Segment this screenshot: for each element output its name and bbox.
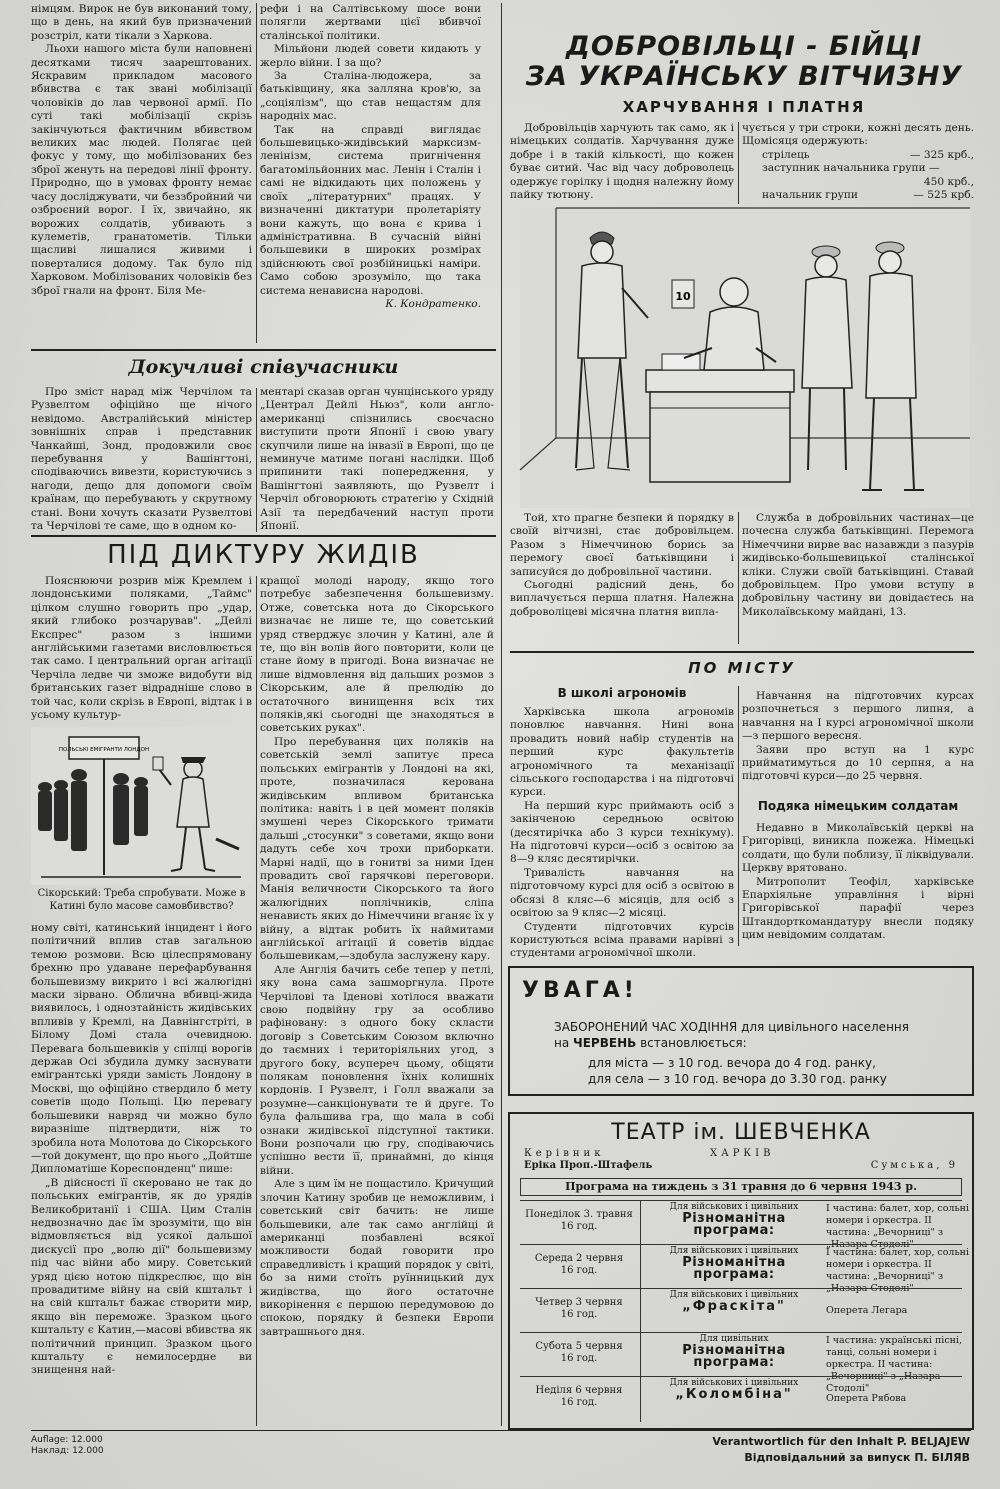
program-row xyxy=(520,1288,962,1333)
paragraph: чується у три строки, кожні десять день. Щомісяця одержують: xyxy=(742,122,974,148)
companions-col2 xyxy=(260,386,494,532)
pay-amount: 450 крб., xyxy=(923,175,974,188)
row-time: 16 год. xyxy=(560,1265,598,1276)
section-divider xyxy=(510,651,974,653)
notice-city-line: для міста — з 10 год. вечора до 4 год. ранку, xyxy=(588,1056,876,1070)
paragraph: Сьогодні радісний день, бо виплачується перша платня. Належна доброволіцеві місячна платня випла- xyxy=(510,579,734,618)
companions-col1 xyxy=(31,386,252,532)
footer-vidpovidalnyi: Відповідальний за випуск П. БІЛЯВ xyxy=(744,1451,970,1464)
paragraph: Добровільців харчують так само, як і німецьких солдатів. Харчування дуже добре і в такій кількості, що кожен буває ситий. Час від часу доброволець одержує горілку і щодня належну йому пайку тютюну. xyxy=(510,122,734,202)
agronomy-col1 xyxy=(510,706,734,960)
row-day: Четвер 3 червня xyxy=(535,1297,623,1308)
row-show: „Коломбіна" xyxy=(675,1387,793,1402)
row-details: І частина: балет, хор, сольні номери і оркестра. II частина: „Вечорниці" з „Назара Стодолі" xyxy=(826,1203,969,1250)
notice-line2 xyxy=(554,1036,747,1050)
director-name: Еріка Проп.-Штафель xyxy=(524,1160,653,1171)
top-article-col1 xyxy=(31,3,252,345)
notice-post: встановлюється: xyxy=(640,1036,747,1050)
subhead-agronomy: В школі агрономів xyxy=(557,686,687,700)
dictate-col2 xyxy=(260,575,494,1427)
row-time: 16 год. xyxy=(560,1309,598,1320)
paragraph: Заяви про вступ на 1 курс прийматимуться до 10 серпня, а на підготовчі курси—до 25 червня. xyxy=(742,743,974,783)
paragraph: Тривалість навчання на підготовчому курсі для осіб з освітою в обсязі 8 кляс—6 місяців, для осіб з освітою за 9 кляс—2 місяці. xyxy=(510,866,734,920)
paragraph: Пояснюючи розрив між Кремлем і лондонськими поляками, „Таймс" цілком слушно говорить про „удар, який глибоко розчарував". „Дейлі Експрес" разом з іншими англійськими газетами висловлюється так само. І центральний орган агітації Черчіла ледве чи зможе видобути від британських газет відрадніше слово в той час, коли скрізь в Европі, відтак і в усьому культур- xyxy=(31,575,252,722)
theatre-title: ТЕАТР ім. ШЕВЧЕНКА xyxy=(611,1120,871,1145)
paragraph: Льохи нашого міста були наповнені десятками тисяч заарештованих. Яскравим прикладом масового вбивства є так звані мобілізації чоловіків до лав червоної армії. По суті такі мобілізації скрізь закінчуються фактичним вбивством великих мас людей. Полягає цей фокус у тому, що мобілізованих без зброї женуть на передові лінії фронту. Природно, що в умовах фронту немає часу досліджувати, чи беззбройний чи озброєний ворог. І їх, звичайно, як ворожих солдатів, убивають з кулеметів, гранатометів. Тільки щасливі лишалися живими і поверталися додому. Так було під Харковом. Мобілізованих чоловіків без зброї гнали на фронт. Біля Ме- xyxy=(31,43,252,297)
column-rule xyxy=(501,3,502,1426)
volunteers-bottom-col1 xyxy=(510,512,734,644)
subhead-thanks: Подяка німецьким солдатам xyxy=(757,799,959,813)
pay-amount: — 525 крб. xyxy=(913,189,974,202)
paragraph: Але Англія бачить себе тепер у петлі, яку вона сама зашморгнула. Проте Черчілові та Іденові хотілося вважати свою подвійну гру за особливо рафіновану: з одного боку скласти договір з Советським Союзом включно до таємних і територіяльних угод, з другого боку, всупереч цьому, обіцяти полякам поновлення їхніх колишніх кордонів. І Рузвелт, і Голл вважали за розумне—санкціонувати те й друге. То була фальшива гра, що мала в собі ознаки жидівської підступної тактики. Вони розпочали цю гру, сподіваючись успішно вести її, принаймні, до кінця війни. xyxy=(260,963,494,1177)
row-time: 16 год. xyxy=(560,1397,598,1408)
paragraph: ментарі сказав орган чунцінського уряду „Централ Дейлі Ньюз", коли англо-американці спізнились своєчасно виступити проти Японії і свою увагу скупчили лише на інвазії в Европі, що це неминуче матиме погані наслідки. Щоб припинити такі попередження, у Вашінгтоні заявляють, що Рузвелт і Черчіл обговорюють стратегію у Східній Азії та передбачений наступ проти Японії. xyxy=(260,386,494,533)
section-divider xyxy=(31,535,496,537)
paragraph: кращої молоді народу, якщо того потребує забезпечення большевизму. Отже, советська нота до Сікорського визначає не лише те, що советський уряд стверджує злочин у Катині, але й те, що він волів його повторити, коли це стане йому в пригоді. Вона визначає не лише відмовлення від дальших розмов з Сікорським, але й прелюдію до остаточного винищення всіх тих поляків,які сьогодні ще знаходяться в советських руках". xyxy=(260,575,494,735)
row-day: Середа 2 червня xyxy=(534,1253,624,1264)
row-day: Неділя 6 червня xyxy=(535,1385,623,1396)
column-rule xyxy=(738,122,739,204)
row-audience: Для військових і цивільних xyxy=(669,1290,799,1300)
row-details: І частина: балет, хор, сольні номери і оркестра. II частина: „Вечорниці" з „Назара Стодолі" xyxy=(826,1247,969,1294)
row-audience: Для військових і цивільних xyxy=(669,1378,799,1388)
column-rule xyxy=(256,3,257,343)
caption-text: Сікорський: Треба спробувати. Може в Катині було масове самовбивство? xyxy=(37,888,246,912)
paragraph: німцям. Вирок не був виконаний тому, що в день, на який був призначений розстріл, кати тікали з Харкова. xyxy=(31,3,252,42)
pay-row xyxy=(742,189,974,202)
paragraph: Студенти підготовчих курсів користуються всіма правами нарівні з студентами агрономічної школи. xyxy=(510,920,734,960)
column-rule xyxy=(738,512,739,644)
paragraph: Харківська школа агрономів поновлює навчання. Нині вона провадить новий набір студентів на перший курс факультетів агрономічного та механізації сільського господарства і на підготовчі курси. xyxy=(510,706,734,799)
paragraph: ному світі, катинський інцидент і його політичний вплив став загальною темою розмови. Всю цілеспрямовану брехню про удаване перефарбування большевизму викрито і всі жалюгідні маски зірвано. Облична вбивці-жида виявилось, і однозтайність жидівських впливів у Кремлі, на Давнінгстріті, в Білому Домі стала очевидною. Перевага большевиків у спілці ворогів держав Осі збудила думку заснувати емігрантські уряди замість Лондону в Москві, що офіційно ствердило б мету советів щодо Польщі. Цю перевагу большевики навряд чи можно було виразніше підтвердити, ніж то зробила нота Молотова до Сікорського—той документ, що про нього „Дойтше Дипломатіше Кореспонденц" пише: xyxy=(31,922,252,1176)
paragraph: Про перебування цих поляків на советській землі запитує преса польських емігрантів у Лондоні на які, проте, позначилася керована жидівським впливом британська політика: навіть і в цей момент поляків змушені через Сікорського тримати дальші „стосунки" з советами, якщо вони дадуть себе хоч трохи приборкати. Марні надії, що в гонитві за ними Іден провадить свої гарячкові переговори. Манія величности Сікорського та його жалюгідних поплічників, сліпа ненависть яких до Німеччини вганяє їх у війну, а відтак робить їх наймитами англійської агітації й советів віддає большевикам,—здобула заслужену кару. xyxy=(260,735,495,963)
headline-city: ПО МІСТУ xyxy=(688,659,796,677)
program-row xyxy=(520,1244,969,1294)
volunteers-bottom-col2 xyxy=(742,512,974,644)
thanks-col2 xyxy=(742,822,974,946)
row-audience: Для військових і цивільних xyxy=(669,1246,799,1256)
row-time: 16 год. xyxy=(560,1353,598,1364)
row-details: І частина: українські пісні, танці, сольні номери і оркестра. II частина: „Вечорниці" з „Назара Стодолі" xyxy=(826,1335,963,1394)
paragraph: Про зміст нарад між Черчілом та Рузвелтом офіційно ще нічого невідомо. Австралійський міністер зовнішніх справ і представник Чанкайші, Зонд, продовжили своє перебування у Вашінгтоні, сподіваючись вивезти, користуючись з нагоди, дещо для допомоги своїм країнам, що перебувають у скрутному стані. Вони хочуть сказати Рузвелтові та Черчілові те саме, що в одном ко- xyxy=(31,386,252,533)
notice-line1: ЗАБОРОНЕНИЙ ЧАС ХОДІННЯ для цивільного населення xyxy=(554,1020,909,1034)
row-details: Оперета Рябова xyxy=(826,1393,907,1404)
notice-village-line: для села — з 10 год. вечора до 3.30 год. ранку xyxy=(588,1072,887,1086)
row-time: 16 год. xyxy=(560,1221,598,1232)
footer-rule xyxy=(31,1430,971,1431)
program-table xyxy=(520,1200,969,1422)
payday-illustration xyxy=(520,208,970,508)
section-divider xyxy=(31,349,496,351)
paragraph: Мільйони людей совети кидають у жерло війни. І за що? xyxy=(260,43,481,69)
row-audience: Для цивільних xyxy=(699,1334,769,1344)
agronomy-col2 xyxy=(742,690,974,794)
program-title: Програма на тиждень з 31 травня до 6 червня 1943 р. xyxy=(520,1178,962,1196)
row-show: Різноманітна програма: xyxy=(682,1343,786,1370)
row-show: Різноманітна програма: xyxy=(682,1211,786,1238)
paragraph: Той, хто прагне безпеки й порядку в своїй вітчизні, стає добровільцем. Разом з Німеччиною борись за перемогу своєї батьківщини і записуйся до добровільної частини. xyxy=(510,512,734,578)
cartoon-caption xyxy=(31,888,252,918)
row-day: Понеділок 3. травня xyxy=(525,1209,633,1220)
column-rule xyxy=(256,388,257,532)
theatre-city: ХАРКІВ xyxy=(710,1148,775,1159)
dictate-col1-top xyxy=(31,575,252,723)
subhead-food-pay: ХАРЧУВАННЯ І ПЛАТНЯ xyxy=(622,98,866,116)
cartoon-sign: ПОЛЬСЬКІ ЕМІГРАНТИ ЛОНДОН xyxy=(58,747,150,753)
pay-row xyxy=(742,149,974,162)
theatre-street: Сумська, 9 xyxy=(870,1160,958,1171)
pay-role: начальник групи xyxy=(762,189,858,202)
headline-companions: Докучливі співучасники xyxy=(128,356,399,378)
paragraph: Митрополит Теофіл, харківське Епархіяльне управління і вірні Григорівської парафії через Штандорткомандатуру внесли подяку цим невідомим солдатам. xyxy=(742,875,974,942)
program-row xyxy=(520,1200,969,1250)
calendar-number: 10 xyxy=(675,290,691,303)
headline-volunteers xyxy=(510,32,978,92)
paragraph: Але з цим їм не пощастило. Кричущий злочин Катину зробив це неможливим, і советський світ бачить: не лише большевики, але так само англійці й американці позбавлені всякої можливости бодай говорити про справедливість і кращий порядок у світі, бо за ними стоїть руїнницький дух жидівства, що його остаточне викорінення є першою передумовою до спокою, порядку й безпеки Европи завтрашнього дня. xyxy=(260,1178,494,1338)
column-rule xyxy=(738,686,739,946)
sikorski-cartoon xyxy=(31,727,252,885)
paragraph: Недавно в Миколаївській церкві на Григорівці, виникла пожежа. Німецькі солдати, що були поблизу, її ліквідували. Церкву врятовано. xyxy=(742,822,974,875)
paragraph: Служба в добровільних частинах—це почесна служба батьківщині. Перемога Німеччини вирве вас назавжди з пазурів жидівсько-большевицької сталінської кліки. Служи своїй батьківщині. Ставай добровільцем. Про умови вступу в добровільну частину ви довідаєтесь на Миколаївському майдані, 13. xyxy=(742,512,974,618)
paragraph: За Сталіна-людожера, за батьківщину, яка залляна кров'ю, за „соціялізм", що став нещастям для народніх мас. xyxy=(260,70,481,123)
pay-role: заступник начальника групи — xyxy=(762,162,940,175)
notice-month: ЧЕРВЕНЬ xyxy=(573,1036,637,1050)
paragraph: На перший курс приймають осіб з закінченою середньою освітою (десятирічка або 3 курси технікуму). На підготовчі курси—осіб з освітою за 8—9 кляс десятирічки. xyxy=(510,799,734,866)
pay-role: стрілець xyxy=(762,148,810,161)
curfew-notice xyxy=(508,966,974,1096)
headline-dictate: ПІД ДИКТУРУ ЖИДІВ xyxy=(107,540,420,570)
volunteers-col1 xyxy=(510,122,734,204)
footer-verantwortlich: Verantwortlich für den Inhalt P. BELJAJEW xyxy=(712,1435,970,1448)
paragraph: Навчання на підготовчих курсах розпочнеться з першого липня, а навчання на І курсі агрономічної школи—з першого вересня. xyxy=(742,690,974,743)
notice-title: УВАГА! xyxy=(522,978,638,1003)
pay-row xyxy=(742,176,974,189)
footer-naklad: Наклад: 12.000 xyxy=(31,1446,104,1456)
pay-amount: — 325 крб., xyxy=(909,148,974,161)
paragraph: рефи і на Салтівському шосе вони полягли жертвами цієї вбивчої сталінської політики. xyxy=(260,3,481,42)
article-signature: К. Кондратенко. xyxy=(385,297,481,310)
row-day: Субота 5 червня xyxy=(535,1341,623,1352)
footer-auflage: Auflage: 12.000 xyxy=(31,1435,103,1445)
theatre-program xyxy=(508,1112,974,1430)
headline-line: ЗА УКРАЇНСЬКУ ВІТЧИЗНУ xyxy=(525,61,963,92)
paragraph: „В дійсності її скеровано не так до польських емігрантів, як до урядів Великобританії і США. Цим Сталін недвозначно дає їм зрозуміти, що він відмовляється від усякої дальшої дискусії про „волю дії" большевизму під час війни або миру. Советський уряд цією нотою підкреслює, що він провадитиме війну на свій кштальт і на свій кштальт бажає створити мир, якщо він переможе. Зразком цього кштальту є Катин,—масові вбивства як політичний принцип. Зразком цього кштальту є немилосердне ви знищення най- xyxy=(31,1176,252,1377)
dictate-col1-bottom xyxy=(31,922,252,1426)
notice-pre: на xyxy=(554,1036,570,1050)
row-show: Різноманітна програма: xyxy=(682,1255,786,1282)
pay-row xyxy=(742,162,974,175)
row-audience: Для військових і цивільних xyxy=(669,1202,799,1212)
headline-line: ДОБРОВІЛЬЦІ - БІЙЦІ xyxy=(565,31,923,62)
column-rule xyxy=(256,576,257,1426)
director-label: Керівник xyxy=(524,1148,605,1159)
top-article-col2 xyxy=(260,3,481,345)
volunteers-col2 xyxy=(742,122,974,204)
paragraph: Так на справді виглядає большевицько-жидівський марксизм-ленінізм, система пригнічення багатомільйонних мас. Ленін і Сталін і самі не відкидають цих положень у своїх „літературних" працях. У визначенні диктатури пролетаріяту вони кажуть, що вона є крива і адміністративна. В сучасній війні большевики в широких розмірах здійснюють свої розбійницькі наміри. Само собою зрозуміло, що така система ненависна народові. xyxy=(260,123,481,297)
program-row xyxy=(520,1376,962,1421)
row-details: Оперета Легара xyxy=(826,1305,908,1316)
row-show: „Фраскіта" xyxy=(682,1299,786,1314)
